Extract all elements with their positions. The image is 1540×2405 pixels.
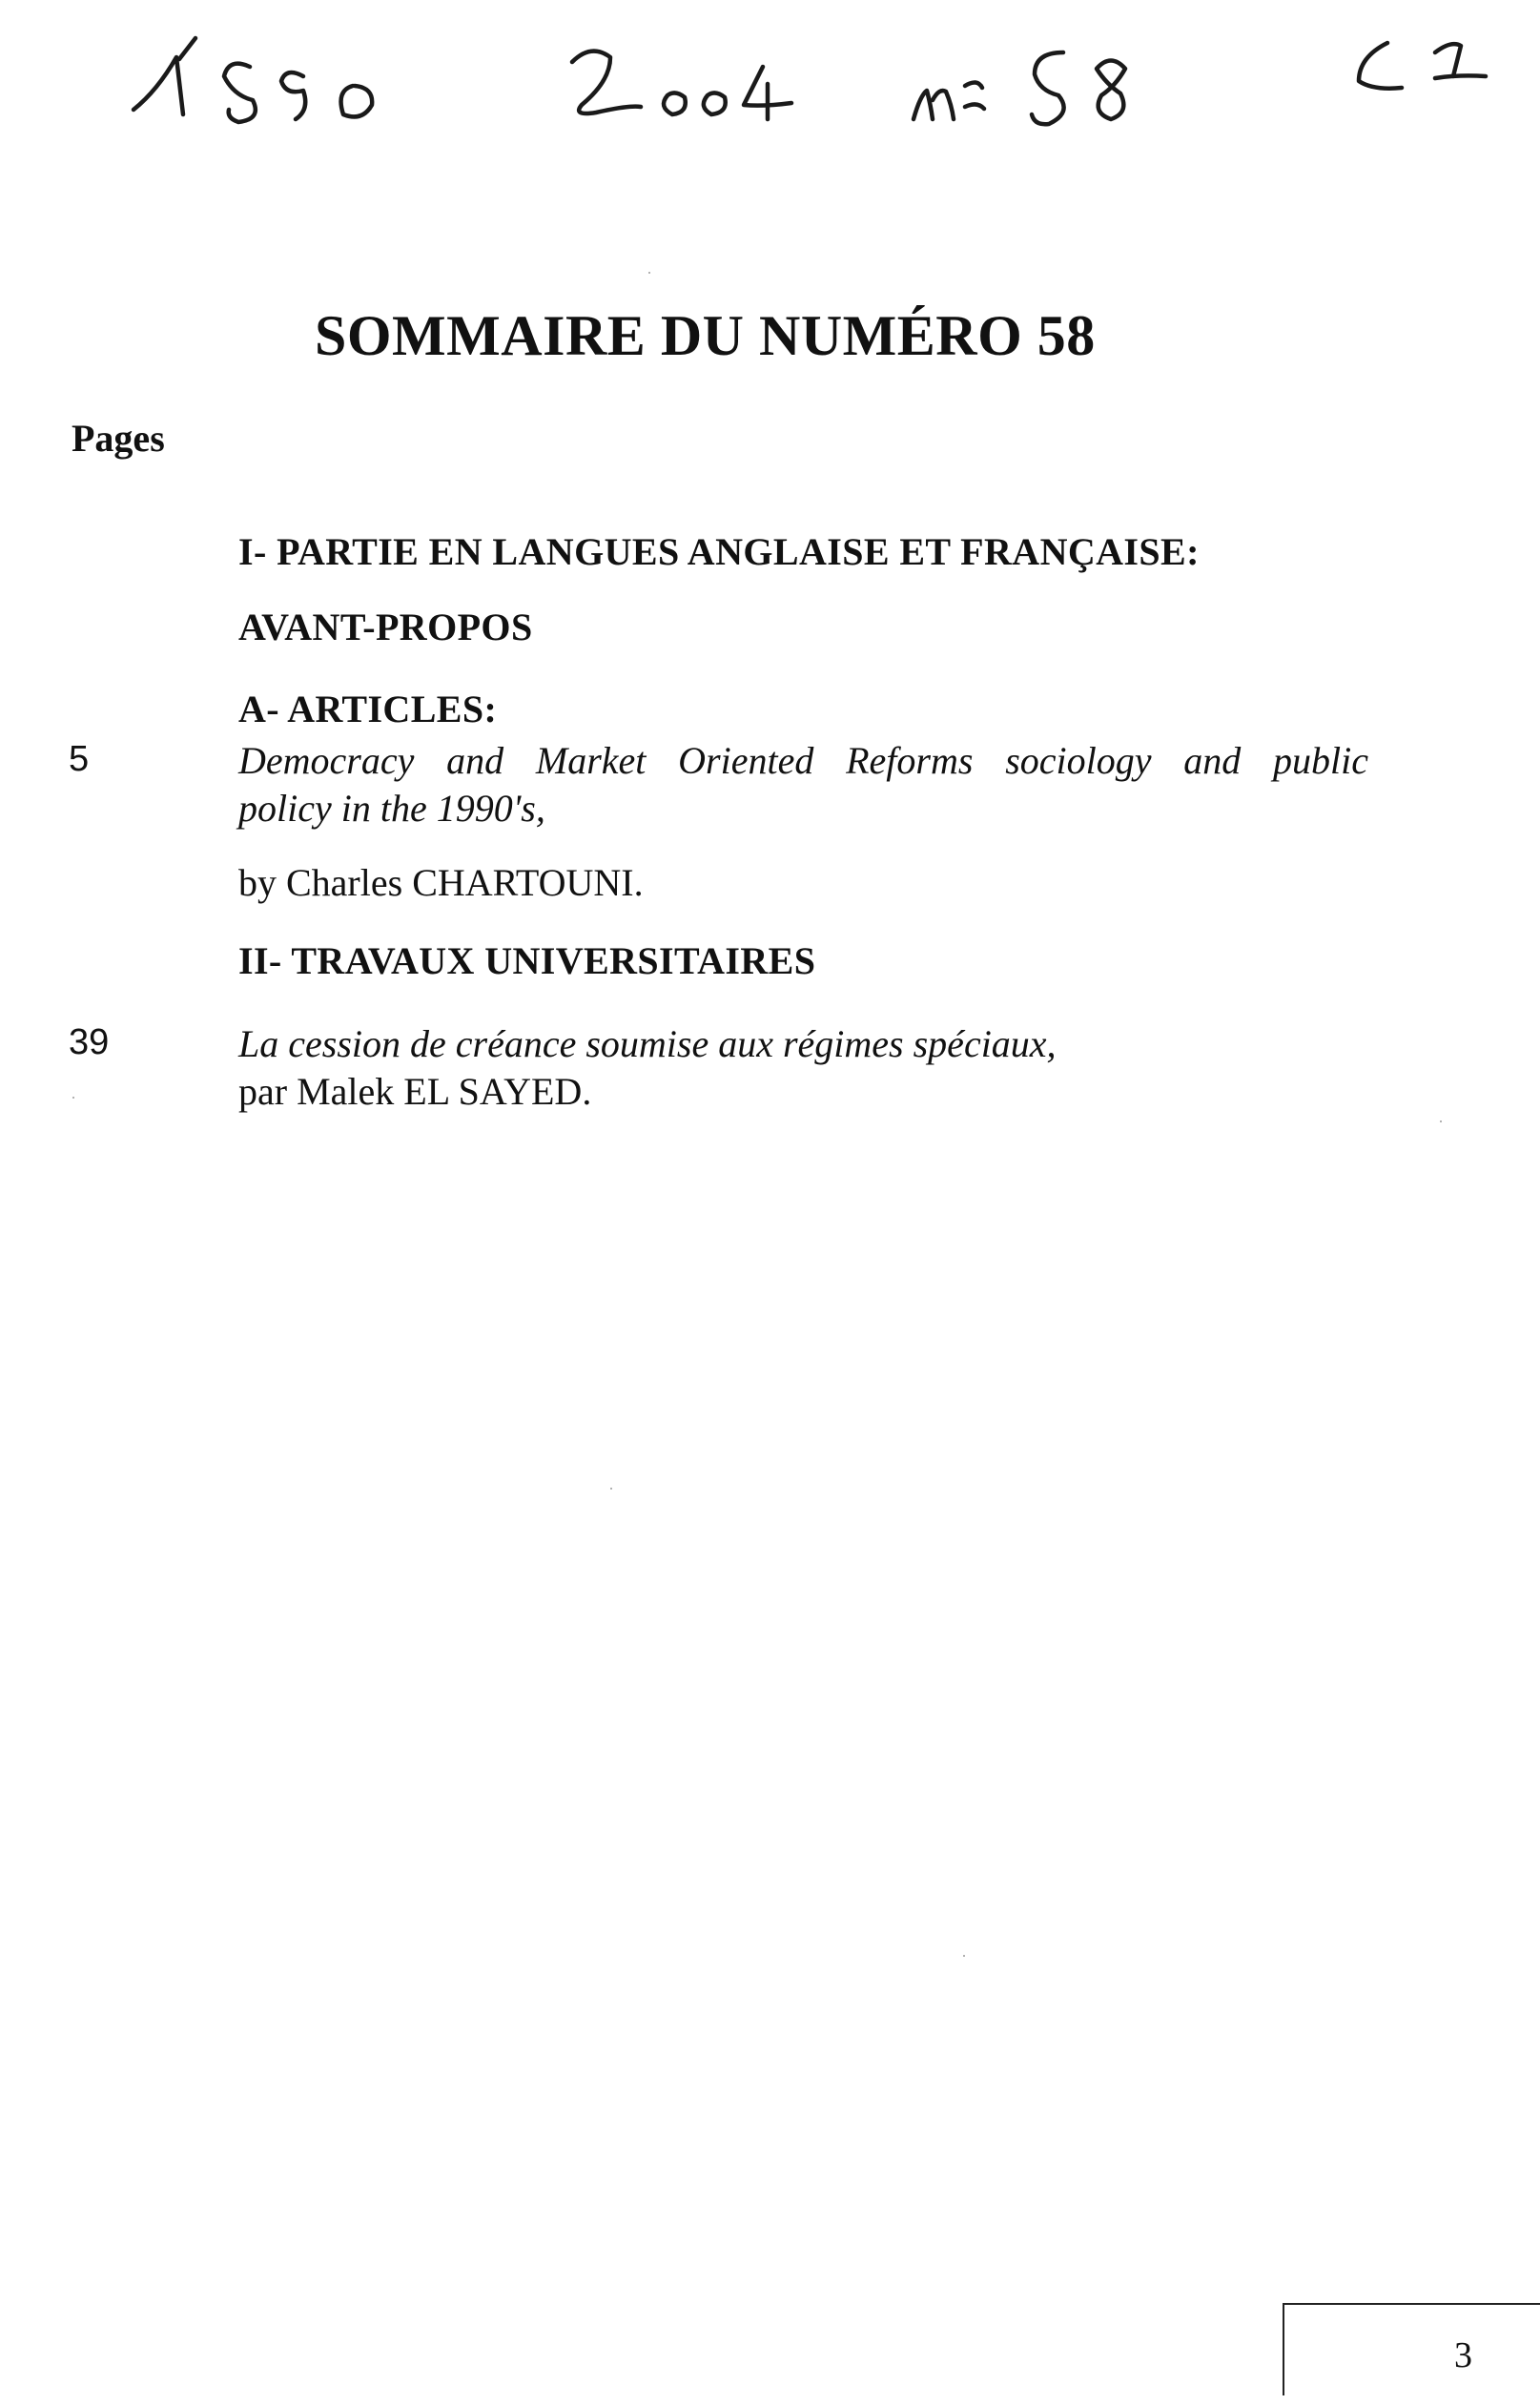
folio-page-number: 3 [1454, 2335, 1472, 2375]
entry-title-line: Democracy and Market Oriented Reforms sociology and public [238, 739, 1368, 782]
scan-speck [648, 272, 650, 274]
pages-column-label: Pages [72, 417, 165, 460]
section-heading-part2: II- TRAVAUX UNIVERSITAIRES [238, 939, 816, 982]
entry-title-line: La cession de créance soumise aux régimes spéciaux, [238, 1022, 1057, 1065]
scan-speck [610, 1488, 612, 1490]
folio-frame [1283, 2303, 1540, 2395]
scan-speck [72, 1097, 74, 1099]
section-heading-articles: A- ARTICLES: [238, 688, 498, 730]
section-heading-part1: I- PARTIE EN LANGUES ANGLAISE ET FRANÇAISE: [238, 530, 1200, 573]
scan-speck [963, 1955, 965, 1957]
entry-author: by Charles CHARTOUNI. [238, 861, 644, 904]
entry-page-number: 5 [69, 739, 90, 779]
page-title: SOMMAIRE DU NUMÉRO 58 [315, 304, 1096, 367]
section-heading-foreword: AVANT-PROPOS [238, 606, 533, 648]
entry-page-number: 39 [69, 1022, 110, 1062]
entry-author: par Malek EL SAYED. [238, 1070, 592, 1113]
entry-title-line: policy in the 1990's, [238, 787, 545, 830]
handwritten-annotation [0, 0, 1540, 191]
scan-speck [1440, 1120, 1442, 1122]
